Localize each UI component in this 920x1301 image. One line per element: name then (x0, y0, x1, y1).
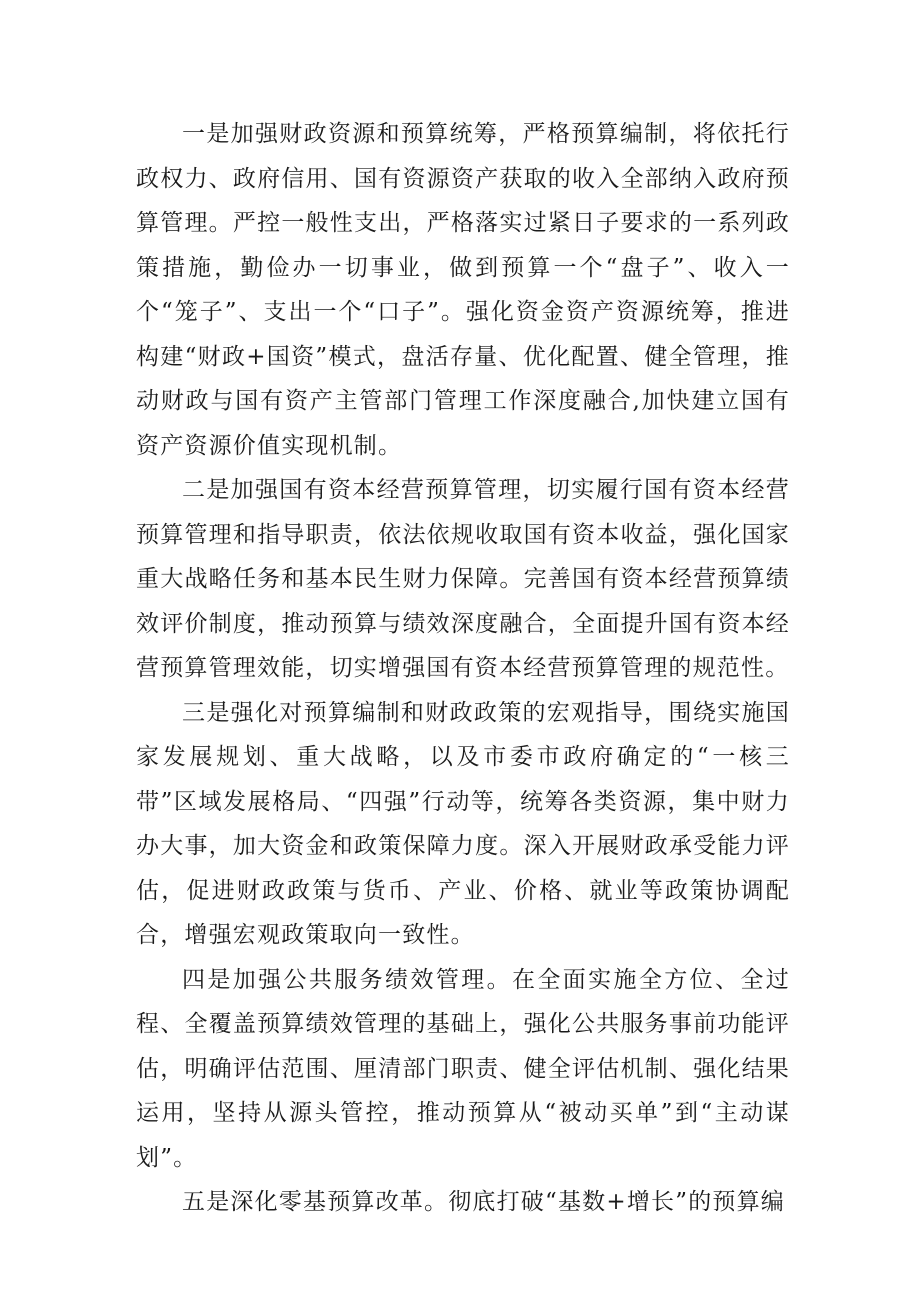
paragraph-2: 二是加强国有资本经营预算管理，切实履行国有资本经营预算管理和指导职责，依法依规收取国有资本收益，强化国家重大战略任务和基本民生财力保障。完善国有资本经营预算绩效评价制度，推动预算与绩效深度融合，全面提升国有资本经营预算管理效能，切实增强国有资本经营预算管理的规范性。 (136, 477, 790, 681)
paragraph-1: 一是加强财政资源和预算统筹，严格预算编制，将依托行政权力、政府信用、国有资源资产获取的收入全部纳入政府预算管理。严控一般性支出，严格落实过紧日子要求的一系列政策措施，勤俭办一切事业，做到预算一个“盘子”、收入一个“笼子”、支出一个“口子”。强化资金资产资源统筹，推进构建“财政+国资”模式，盘活存量、优化配置、健全管理，推动财政与国有资产主管部门管理工作深度融合,加快建立国有资产资源价值实现机制。 (136, 121, 790, 459)
paragraph-5: 五是深化零基预算改革。彻底打破“基数+增长”的预算编 (182, 1189, 785, 1215)
paragraph-3: 三是强化对预算编制和财政政策的宏观指导，围绕实施国家发展规划、重大战略，以及市委市政府确定的“一核三带”区域发展格局、“四强”行动等，统筹各类资源，集中财力办大事，加大资金和政策保障力度。深入开展财政承受能力评估，促进财政政策与货币、产业、价格、就业等政策协调配合，增强宏观政策取向一致性。 (136, 699, 790, 948)
document-body (136, 112, 790, 1225)
paragraph-4: 四是加强公共服务绩效管理。在全面实施全方位、全过程、全覆盖预算绩效管理的基础上，强化公共服务事前功能评估，明确评估范围、厘清部门职责、健全评估机制、强化结果运用，坚持从源头管控，推动预算从“被动买单”到“主动谋划”。 (136, 966, 790, 1171)
